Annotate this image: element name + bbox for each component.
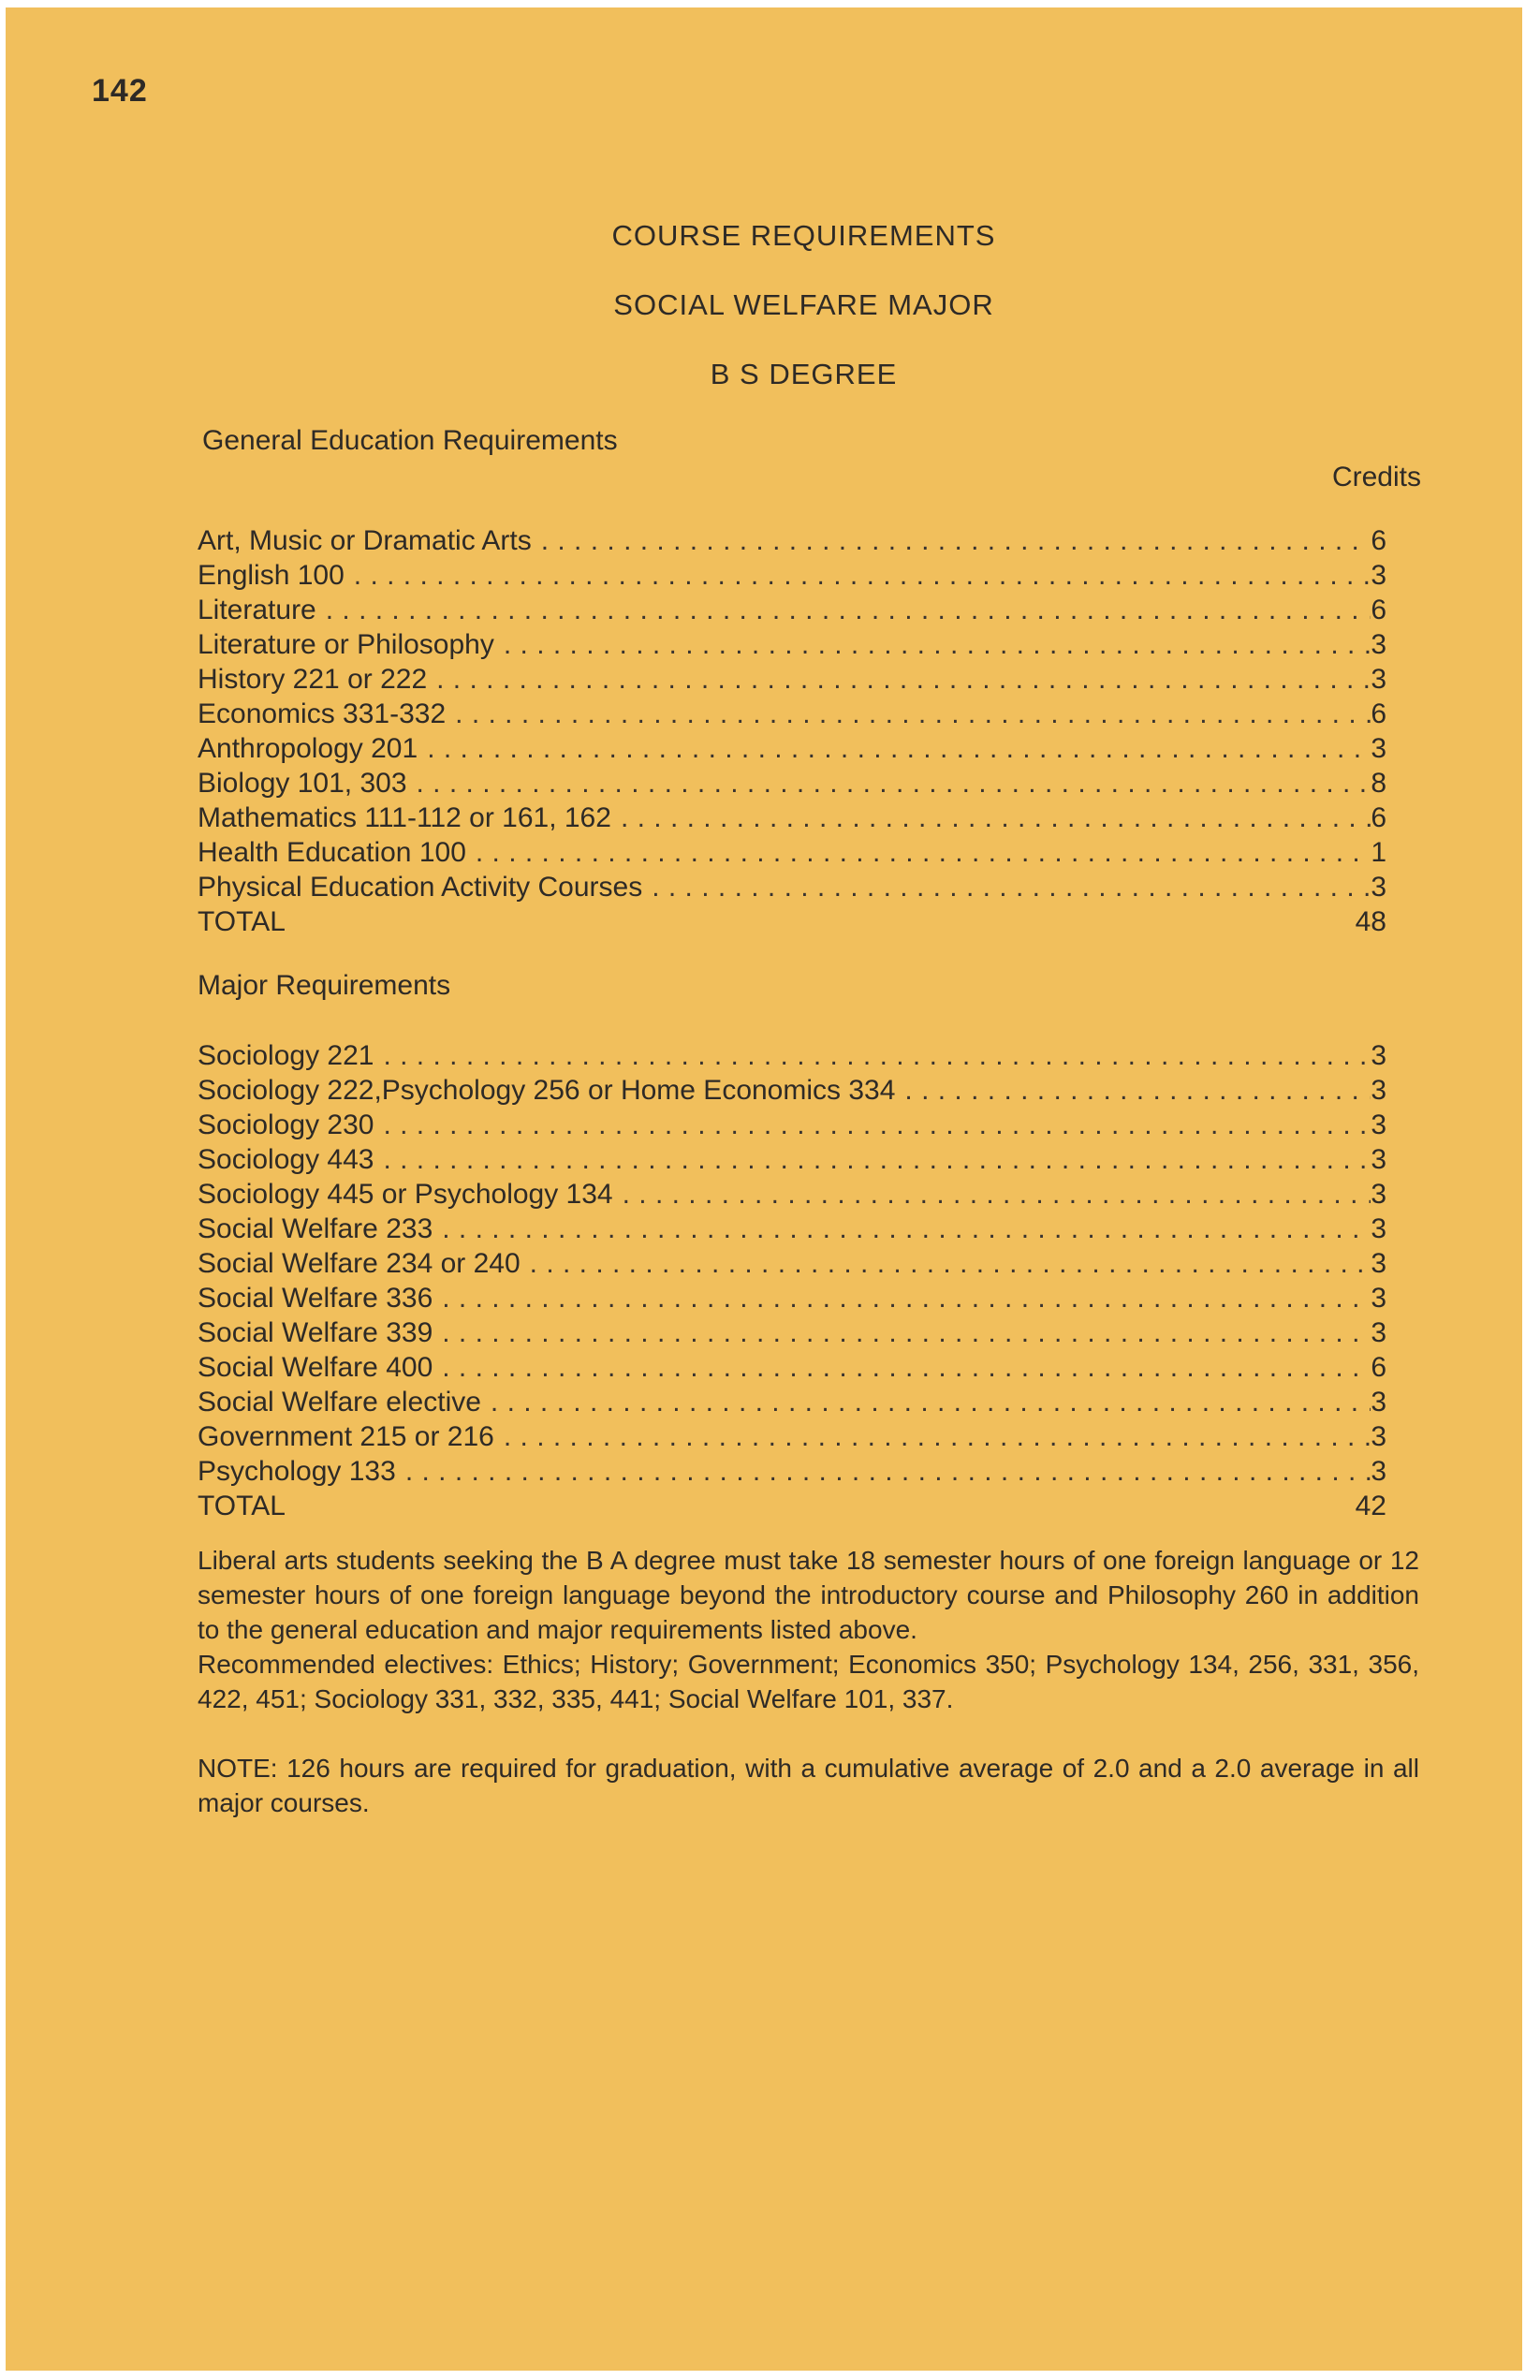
dot-leader bbox=[405, 1454, 1371, 1489]
course-name: Psychology 133 bbox=[198, 1456, 396, 1487]
course-name: English 100 bbox=[198, 560, 345, 591]
total-value: 42 bbox=[1355, 1491, 1386, 1521]
course-name: Sociology 221 bbox=[198, 1040, 374, 1071]
course-name: Social Welfare 336 bbox=[198, 1283, 433, 1314]
degree-title: B S DEGREE bbox=[710, 358, 898, 390]
dot-leader bbox=[442, 1350, 1371, 1385]
course-credits: 6 bbox=[1371, 525, 1386, 556]
course-name: Sociology 445 or Psychology 134 bbox=[198, 1179, 613, 1210]
course-credits: 3 bbox=[1371, 1109, 1386, 1140]
dot-leader bbox=[427, 731, 1371, 766]
course-credits: 6 bbox=[1371, 698, 1386, 729]
course-name: History 221 or 222 bbox=[198, 664, 428, 695]
total-row bbox=[198, 1489, 1386, 1523]
credits-column-label: Credits bbox=[1331, 462, 1421, 492]
dot-leader bbox=[354, 558, 1371, 593]
requirement-row bbox=[198, 1142, 1386, 1177]
course-name: Literature or Philosophy bbox=[198, 629, 494, 660]
requirement-row bbox=[198, 593, 1386, 627]
dot-leader bbox=[455, 697, 1371, 731]
catalog-page bbox=[6, 7, 1522, 2371]
course-credits: 3 bbox=[1371, 664, 1386, 695]
liberal-arts-paragraph: Liberal arts students seeking the B A degree must take 18 semester hours of one foreign language or 12 semester hours of one foreign language beyond the introductory course and Philosophy 260 in addition to the general education and major requirements listed above. bbox=[198, 1546, 1419, 1644]
dot-leader bbox=[652, 870, 1371, 904]
dot-leader bbox=[476, 835, 1371, 870]
major-title: SOCIAL WELFARE MAJOR bbox=[613, 288, 994, 321]
course-credits: 3 bbox=[1371, 1040, 1386, 1071]
course-credits: 3 bbox=[1371, 1421, 1386, 1452]
course-name: Art, Music or Dramatic Arts bbox=[198, 525, 532, 556]
course-credits: 3 bbox=[1371, 872, 1386, 903]
requirement-row bbox=[198, 731, 1386, 766]
total-label: TOTAL bbox=[198, 1491, 286, 1521]
course-name: Social Welfare 233 bbox=[198, 1213, 433, 1244]
dot-leader bbox=[541, 523, 1371, 558]
dot-leader bbox=[904, 1073, 1371, 1108]
course-credits: 3 bbox=[1371, 1179, 1386, 1210]
dot-leader bbox=[383, 1142, 1371, 1177]
requirement-row bbox=[198, 558, 1386, 593]
course-name: Sociology 443 bbox=[198, 1144, 374, 1175]
requirement-row bbox=[198, 766, 1386, 801]
recommended-electives-paragraph: Recommended electives: Ethics; History; Government; Economics 350; Psychology 134, 256, 331, 356, 422, 451; Sociology 331, 332, 335, 441; Social Welfare 101, 337. bbox=[198, 1650, 1419, 1713]
course-credits: 1 bbox=[1371, 837, 1386, 868]
major-requirements-heading: Major Requirements bbox=[198, 970, 451, 1001]
page-number: 142 bbox=[92, 73, 148, 109]
requirement-row bbox=[198, 1038, 1386, 1073]
dot-leader bbox=[442, 1281, 1371, 1315]
course-name: Government 215 or 216 bbox=[198, 1421, 494, 1452]
course-name: Economics 331-332 bbox=[198, 698, 447, 729]
major-requirements-list bbox=[198, 1038, 1386, 1523]
general-education-list bbox=[198, 523, 1386, 939]
course-name: Mathematics 111-112 or 161, 162 bbox=[198, 802, 611, 833]
requirement-row bbox=[198, 662, 1386, 697]
course-credits: 3 bbox=[1371, 560, 1386, 591]
requirement-row bbox=[198, 801, 1386, 835]
requirement-row bbox=[198, 1177, 1386, 1212]
requirement-row bbox=[198, 1419, 1386, 1454]
course-credits: 6 bbox=[1371, 1352, 1386, 1383]
course-name: Sociology 222,Psychology 256 or Home Economics 334 bbox=[198, 1075, 896, 1106]
course-credits: 6 bbox=[1371, 595, 1386, 625]
requirement-row bbox=[198, 523, 1386, 558]
requirement-row bbox=[198, 697, 1386, 731]
dot-leader bbox=[491, 1385, 1371, 1419]
course-credits: 3 bbox=[1371, 1283, 1386, 1314]
course-credits: 3 bbox=[1371, 1456, 1386, 1487]
requirement-row bbox=[198, 870, 1386, 904]
course-credits: 3 bbox=[1371, 1387, 1386, 1418]
course-name: Social Welfare 400 bbox=[198, 1352, 433, 1383]
course-credits: 3 bbox=[1371, 629, 1386, 660]
requirement-row bbox=[198, 1246, 1386, 1281]
total-row bbox=[198, 904, 1386, 939]
total-value: 48 bbox=[1355, 906, 1386, 937]
course-name: Physical Education Activity Courses bbox=[198, 872, 643, 903]
course-credits: 3 bbox=[1371, 1075, 1386, 1106]
requirement-row bbox=[198, 1073, 1386, 1108]
course-name: Biology 101, 303 bbox=[198, 768, 407, 799]
dot-leader bbox=[383, 1038, 1371, 1073]
dot-leader bbox=[383, 1108, 1371, 1142]
dot-leader bbox=[442, 1315, 1371, 1350]
requirement-row bbox=[198, 1108, 1386, 1142]
notes-section bbox=[198, 1543, 1419, 1820]
course-credits: 3 bbox=[1371, 1144, 1386, 1175]
course-name: Social Welfare 234 or 240 bbox=[198, 1248, 521, 1279]
course-credits: 3 bbox=[1371, 1213, 1386, 1244]
course-name: Health Education 100 bbox=[198, 837, 466, 868]
course-name: Social Welfare elective bbox=[198, 1387, 481, 1418]
graduation-note: NOTE: 126 hours are required for graduation, with a cumulative average of 2.0 and a 2.0 average in all major courses. bbox=[198, 1754, 1419, 1817]
requirement-row bbox=[198, 1385, 1386, 1419]
requirement-row bbox=[198, 1212, 1386, 1246]
course-credits: 3 bbox=[1371, 1248, 1386, 1279]
course-name: Sociology 230 bbox=[198, 1109, 374, 1140]
course-credits: 3 bbox=[1371, 1317, 1386, 1348]
total-label: TOTAL bbox=[198, 906, 286, 937]
page-title: COURSE REQUIREMENTS bbox=[611, 219, 996, 252]
course-credits: 3 bbox=[1371, 733, 1386, 764]
course-credits: 8 bbox=[1371, 768, 1386, 799]
page-header bbox=[6, 221, 1522, 389]
dot-leader bbox=[417, 766, 1371, 801]
dot-leader bbox=[504, 1419, 1371, 1454]
dot-leader bbox=[442, 1212, 1371, 1246]
dot-leader bbox=[621, 801, 1371, 835]
requirement-row bbox=[198, 1454, 1386, 1489]
course-name: Social Welfare 339 bbox=[198, 1317, 433, 1348]
dot-leader bbox=[623, 1177, 1371, 1212]
course-credits: 6 bbox=[1371, 802, 1386, 833]
general-education-heading: General Education Requirements bbox=[202, 425, 618, 456]
course-name: Anthropology 201 bbox=[198, 733, 418, 764]
requirement-row bbox=[198, 627, 1386, 662]
requirement-row bbox=[198, 835, 1386, 870]
course-name: Literature bbox=[198, 595, 316, 625]
dot-leader bbox=[530, 1246, 1371, 1281]
requirement-row bbox=[198, 1350, 1386, 1385]
dot-leader bbox=[436, 662, 1371, 697]
dot-leader bbox=[504, 627, 1371, 662]
requirement-row bbox=[198, 1281, 1386, 1315]
requirement-row bbox=[198, 1315, 1386, 1350]
dot-leader bbox=[326, 593, 1371, 627]
